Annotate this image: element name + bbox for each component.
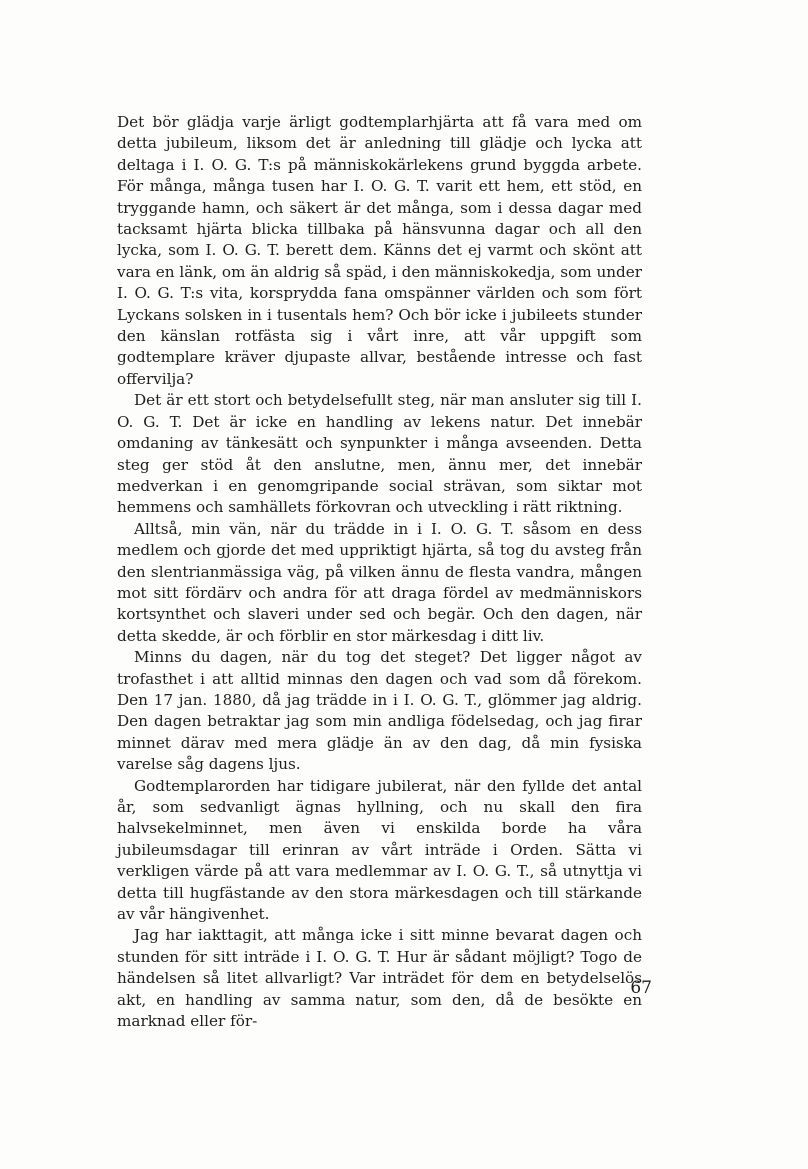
body-text bbox=[117, 112, 642, 1032]
paragraph-1: Det bör glädja varje ärligt godtemplarhjärta att få vara med om detta jubileum, liksom det är anledning till glädje och lycka att deltaga i I. O. G. T:s på människokärlekens grund byggda arbete. För många, många tusen har I. O. G. T. varit ett hem, ett stöd, en tryggande hamn, och säkert är det många, som i dessa dagar med tacksamt hjärta blicka tillbaka på hänsvunna dagar och all den lycka, som I. O. G. T. berett dem. Känns det ej varmt och skönt att vara en länk, om än aldrig så späd, i den människokedja, som under I. O. G. T:s vita, korsprydda fana omspänner världen och som fört Lyckans solsken in i tusentals hem? Och bör icke i jubileets stunder den känslan rotfästa sig i vårt inre, att vår uppgift som godtemplare kräver djupaste allvar, bestående intresse och fast offervilja? bbox=[117, 113, 642, 388]
paragraph-6: Jag har iakttagit, att många icke i sitt minne bevarat dagen och stunden för sitt inträde i I. O. G. T. Hur är sådant möjligt? Togo de händelsen så litet allvarligt? Var inträdet för dem en betydelselös akt, en handling av samma natur, som den, då de besökte en marknad eller för- bbox=[117, 926, 642, 1031]
paragraph-5: Godtemplarorden har tidigare jubilerat, när den fyllde det antal år, som sedvanligt ägnas hyllning, och nu skall den fira halvsekelminnet, men även vi enskilda borde ha våra jubileumsdagar till erinran av vårt inträde i Orden. Sätta vi verkligen värde på att vara medlemmar av I. O. G. T., så utnyttja vi detta till hugfästande av den stora märkesdagen och till stärkande av vår hängivenhet. bbox=[117, 776, 642, 924]
paragraph-2: Det är ett stort och betydelsefullt steg, när man ansluter sig till I. O. G. T. Det är icke en handling av lekens natur. Det innebär omdaning av tänkesätt och synpunkter i många avseenden. Detta steg ger stöd åt den anslutne, men, ännu mer, det innebär medverkan i en genomgripande social strävan, som siktar mot hemmens och samhällets förkovran och utveckling i rätt riktning. bbox=[117, 391, 642, 517]
paragraph-4: Minns du dagen, när du tog det steget? Det ligger något av trofasthet i att alltid minnas den dagen och vad som då förekom. Den 17 jan. 1880, då jag trädde in i I. O. G. T., glömmer jag aldrig. Den dagen betraktar jag som min andliga födelsedag, och jag firar minnet därav med mera glädje än av den dag, då min fysiska varelse såg dagens ljus. bbox=[117, 648, 642, 774]
page-number: 67 bbox=[630, 978, 652, 998]
paragraph-3: Alltså, min vän, när du trädde in i I. O. G. T. såsom en dess medlem och gjorde det med uppriktigt hjärta, så tog du avsteg från den slentrianmässiga väg, på vilken ännu de flesta vandra, mången mot sitt fördärv och andra för att draga fördel av medmänniskors kortsynthet och slaveri under sed och begär. Och den dagen, när detta skedde, är och förblir en stor märkesdag i ditt liv. bbox=[117, 519, 642, 645]
